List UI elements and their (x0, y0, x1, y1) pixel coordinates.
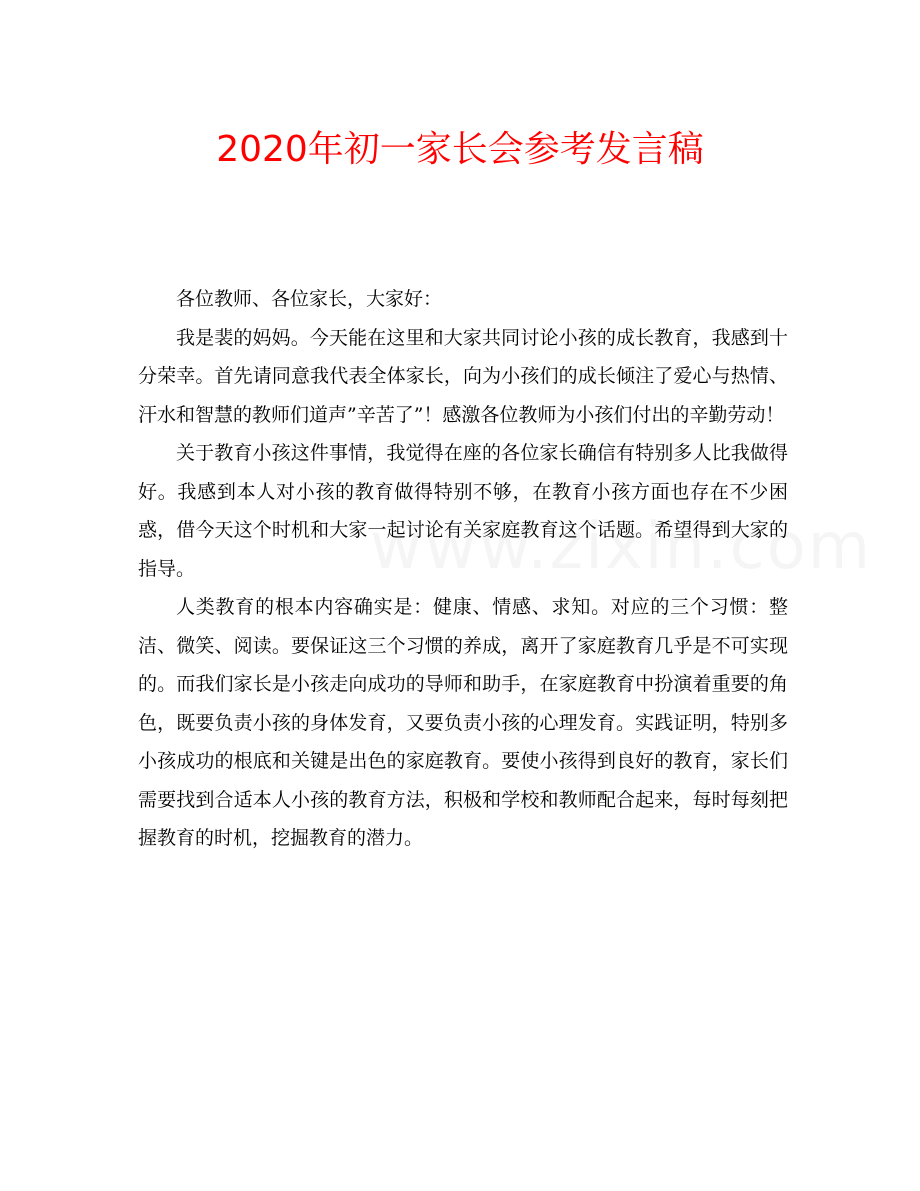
paragraph-family-education: 人类教育的根本内容确实是：健康、情感、求知。对应的三个习惯：整洁、微笑、阅读。要保证这三个习惯的养成，离开了家庭教育几乎是不可实现的。而我们家长是小孩走向成功的导师和助手，在家庭教育中扮演着重要的角色，既要负责小孩的身体发育，又要负责小孩的心理发育。实践证明，特别多小孩成功的根底和关键是出色的家庭教育。要使小孩得到良好的教育，家长们需要找到合适本人小孩的教育方法，积极和学校和教师配合起来，每时每刻把握教育的时机，挖掘教育的潜力。 (138, 596, 788, 849)
paragraph-intro: 我是裴的妈妈。今天能在这里和大家共同讨论小孩的成长教育，我感到十分荣幸。首先请同意我代表全体家长，向为小孩们的成长倾注了爱心与热情、汗水和智慧的教师们道声”辛苦了”！感激各位教师为小孩们付出的辛勤劳动！ (138, 326, 788, 426)
paragraph-greeting: 各位教师、各位家长，大家好： (176, 288, 443, 310)
document-title: 2020年初一家长会参考发言稿 (216, 129, 704, 170)
document-body (138, 280, 788, 858)
paragraph-education-topic: 关于教育小孩这件事情，我觉得在座的各位家长确信有特别多人比我做得好。我感到本人对小孩的教育做得特别不够，在教育小孩方面也存在不少困惑，借今天这个时机和大家一起讨论有关家庭教育这个话题。希望得到大家的指导。 (138, 442, 788, 580)
